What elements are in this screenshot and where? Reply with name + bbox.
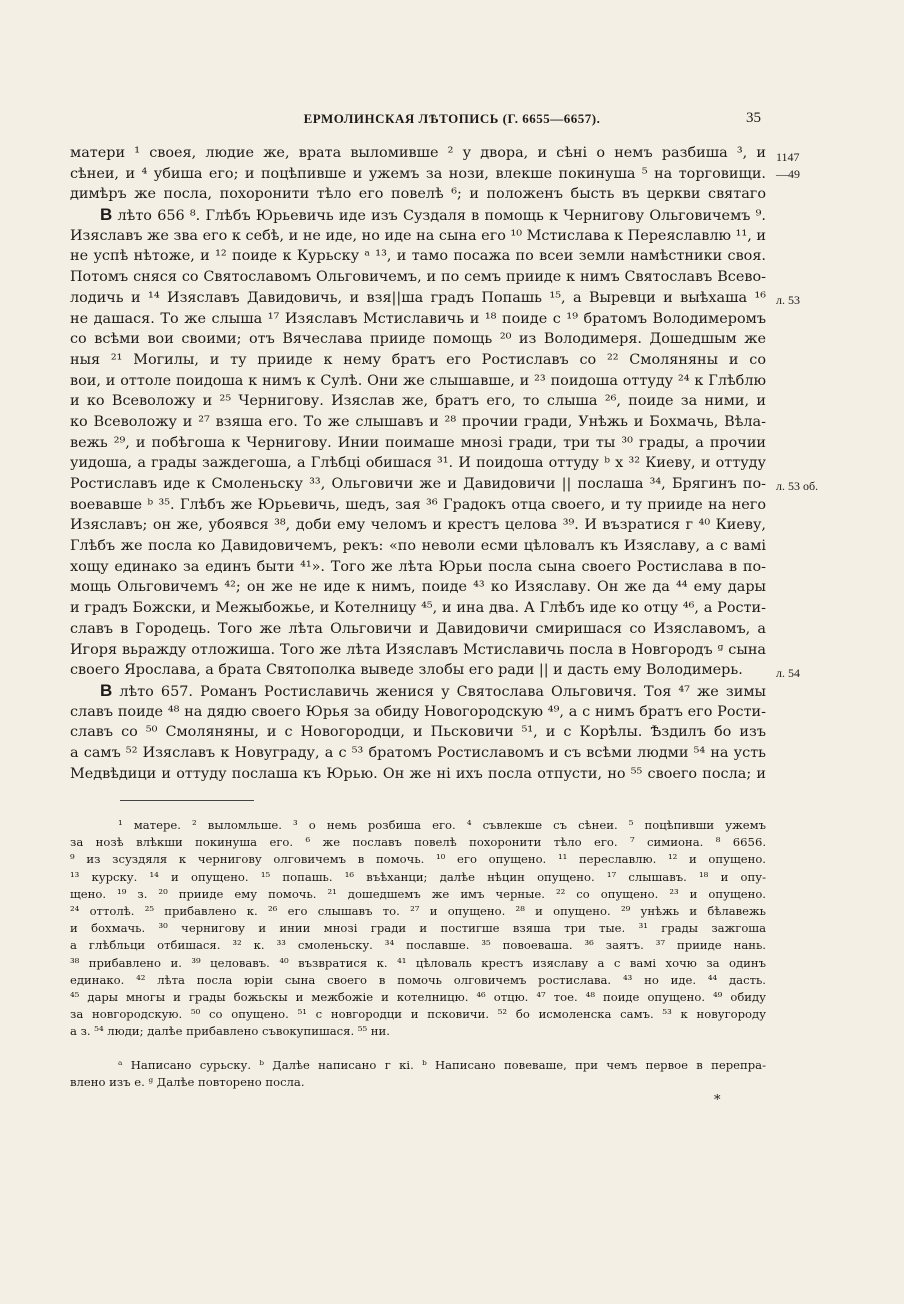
footnote-line: а глѣбльци отбишася. ³² к. ³³ смоленьску. ³⁴ пославше. ³⁵ повоеваша. ³⁶ заятъ. ³⁷ прииде нань. — [70, 938, 766, 953]
text-line: В лѣто 656 ⁸. Глѣбъ Юрьевичь иде изъ Суздаля в помощь к Чернигову Ольговичемъ ⁹. — [100, 205, 766, 225]
text-line: Игоря вьражду отложиша. Того же лѣта Изяславъ Мстиславичь посла в Новгородъ ᵍ сына — [70, 641, 766, 658]
margin-year-top: 1147 — [776, 150, 800, 164]
initial-letter: В — [100, 205, 113, 225]
page-number: 35 — [746, 110, 761, 126]
text-line: уидоша, а грады заждегоша, а Глѣбці обишася ³¹. И поидоша оттуду ᵇ х ³² Киеву, и оттуду — [70, 455, 766, 472]
footnote-line: за нозѣ влѣкши покинуша его. ⁶ же пославъ повелѣ похоронити тѣло его. ⁷ симиона. ⁸ 6656. — [70, 835, 766, 850]
text-line: славъ поиде ⁴⁸ на дядю своего Юрья за обиду Новогородскую ⁴⁹, а с нимъ братъ его Рости- — [70, 703, 766, 720]
margin-leaf-53-ob: л. 53 об. — [776, 479, 819, 493]
text-line: димѣръ же посла, похоронити тѣло его повелѣ ⁶; и положенъ бысть въ церкви святаго — [70, 186, 766, 203]
footnote-line: а з. ⁵⁴ люди; далѣе прибавлено съвокупишася. ⁵⁵ ни. — [70, 1024, 390, 1039]
text-line: хощу единако за единъ быти ⁴¹». Того же лѣта Юрьи посла сына своего Ростислава в по- — [70, 558, 766, 575]
margin-leaf-53: л. 53 — [776, 293, 800, 307]
text-line: Медвѣдици и оттуду послаша къ Юрью. Он же ні ихъ посла отпусти, но ⁵⁵ своего посла; и — [70, 765, 766, 782]
text-line: своего Ярослава, а брата Святополка выведе злобы его ради || и дасть ему Володимерь. — [70, 662, 743, 679]
text-line: Глѣбъ же посла ко Давидовичемъ, рекъ: «по неволи есми цѣловалъ къ Изяславу, а с вамі — [70, 538, 766, 555]
main-text — [70, 143, 766, 784]
footnote-line: за новгородскую. ⁵⁰ со опущено. ⁵¹ с новгородци и псковичи. ⁵² бо исмоленска самъ. ⁵³ к новугороду — [70, 1007, 766, 1022]
text-line: мощь Ольговичемъ ⁴²; он же не иде к нимъ, поиде ⁴³ ко Изяславу. Он же да ⁴⁴ ему дары — [70, 579, 766, 596]
footnote-line: ⁹ из зсуздяля к чернигову олговичемъ в помочь. ¹⁰ его опущено. ¹¹ переславлю. ¹² и опущено. — [70, 852, 766, 867]
text-line: В лѣто 657. Романъ Ростиславичь женися у Святослава Ольговичя. Тоя ⁴⁷ же зимы — [100, 680, 766, 700]
footnote-line: и бохмачь. ³⁰ чернигову и инии мнозі гради и постигше взяша три тые. ³¹ грады зажгоша — [70, 921, 766, 936]
letter-notes — [70, 1057, 766, 1091]
margin-leaf-54: л. 54 — [776, 666, 800, 680]
footnote-line: ⁴⁵ дары многы и грады божьскы и межбожіе и котелницю. ⁴⁶ отцю. ⁴⁷ тое. ⁴⁸ поиде опущено. ⁴⁹ обиду — [70, 989, 766, 1004]
footnote-line: щено. ¹⁹ з. ²⁰ прииде ему помочь. ²¹ дошедшемъ же имъ черные. ²² со опущено. ²³ и опущено. — [70, 886, 766, 901]
running-title: ЕРМОЛИНСКАЯ ЛѢТОПИСЬ (Г. 6655—6657). — [303, 111, 601, 126]
text-line: матери ¹ своея, людие же, врата выломивше ² у двора, и сѣні о немъ разбиша ³, и — [70, 145, 766, 161]
letter-note-line: ᵃ Написано сурьску. ᵇ Далѣе написано г кі. ᵇ Написано повеваше, при чемъ первое в перепра- — [118, 1058, 766, 1072]
margin-year-bottom: —49 — [776, 167, 800, 181]
asterisk-mark: * — [714, 1093, 721, 1108]
text-line: славъ со ⁵⁰ Смоляняны, и с Новогородци, и Пьсковичи ⁵¹, и с Корѣлы. Ѣздилъ бо изъ — [70, 724, 766, 741]
text-line: Изяславъ же зва его к себѣ, и не иде, но иде на сына его ¹⁰ Мстислава к Переяславлю ¹¹, и — [70, 227, 766, 244]
text-line: Ростиславъ иде к Смоленьску ³³, Ольговичи же и Давидовичи || послаша ³⁴, Брягинъ по- — [70, 476, 766, 492]
footnote-line: ¹³ курску. ¹⁴ и опущено. ¹⁵ попашь. ¹⁶ въѣханци; далѣе нѣцин опущено. ¹⁷ слышавъ. ¹⁸ и опу- — [70, 869, 766, 884]
footnote-line: ³⁸ прибавлено и. ³⁹ целовавъ. ⁴⁰ възвратися к. ⁴¹ цѣловаль крестъ изяславу а с вамі хочю за одинъ — [70, 955, 766, 970]
footnotes — [70, 817, 766, 1040]
text-line: воевавше ᵇ ³⁵. Глѣбъ же Юрьевичь, шедъ, зая ³⁶ Градокъ отца своего, и ту прииде на него — [70, 496, 766, 513]
text-line: ныя ²¹ Могилы, и ту прииде к нему братъ его Ростиславъ со ²² Смоляняны и со — [70, 351, 766, 368]
text-line: не дашася. То же слыша ¹⁷ Изяславъ Мстиславичь и ¹⁸ поиде с ¹⁹ братомъ Володимеромъ — [70, 310, 766, 327]
text-line: Изяславъ; он же, убоявся ³⁸, доби ему челомъ и крестъ целова ³⁹. И възратися г ⁴⁰ Киеву, — [70, 517, 766, 534]
text-line: а самъ ⁵² Изяславъ к Новуграду, а с ⁵³ братомъ Ростиславомъ и съ всѣми людми ⁵⁴ на усть — [70, 744, 766, 761]
footnote-line: ²⁴ оттолѣ. ²⁵ прибавлено к. ²⁶ его слышавъ то. ²⁷ и опущено. ²⁸ и опущено. ²⁹ унѣжь и бѣлавежь — [70, 903, 766, 918]
text-line: ко Всеволожу и ²⁷ взяша его. То же слышавъ и ²⁸ прочии гради, Унѣжь и Бохмачь, Вѣла- — [70, 413, 766, 430]
text-line: и ко Всеволожу и ²⁵ Чернигову. Изяслав же, братъ его, то слыша ²⁶, поиде за ними, и — [70, 393, 766, 410]
text-line: вежь ²⁹, и побѣгоша к Чернигову. Инии поимаше мнозі гради, три ты ³⁰ грады, а прочии — [70, 434, 766, 451]
footnote-line: ¹ матере. ² выломльше. ³ о немь розбиша его. ⁴ съвлекше съ сѣнеи. ⁵ поцѣпивши ужемъ — [118, 818, 766, 832]
text-line: славъ в Городець. Того же лѣта Ольговичи и Давидовичи смиришася со Изяславомъ, а — [70, 620, 766, 637]
text-line: не успѣ нѣтоже, и ¹² поиде к Курьску ᵃ ¹³, и тамо посажа по всеи земли намѣстники своя. — [70, 248, 766, 265]
text-line: и градъ Божски, и Межыбожье, и Котелницу ⁴⁵, и ина два. А Глѣбъ иде ко отцу ⁴⁶, а Рости- — [70, 600, 766, 617]
text-line: Потомъ сняся со Святославомъ Ольговичемъ, и по семъ прииде к нимъ Святославъ Всево- — [70, 269, 766, 286]
initial-letter: В — [100, 680, 113, 700]
text-line: сѣнеи, и ⁴ убиша его; и поцѣпивше и ужемъ за нози, влекше покинуша ⁵ на торговищи. — [70, 165, 766, 182]
text-line: лодичь и ¹⁴ Изяславъ Давидовичь, и взя||ша градъ Попашь ¹⁵, а Выревци и выѣхаша ¹⁶ — [70, 289, 766, 306]
text-line: вои, и оттоле поидоша к нимъ к Сулѣ. Они же слышавше, и ²³ поидоша оттуду ²⁴ к Глѣблю — [70, 372, 766, 389]
letter-note-line: влено изъ е. ᵍ Далѣе повторено посла. — [70, 1075, 305, 1090]
footnote-line: единако. ⁴² лѣта посла юріи сына своего в помочь олговичемъ ростислава. ⁴³ но иде. ⁴⁴ дасть. — [70, 972, 766, 987]
footnote-rule — [120, 800, 254, 801]
text-line: со всѣми вои своими; отъ Вячеслава прииде помощь ²⁰ из Володимеря. Дошедшым же — [70, 331, 766, 348]
